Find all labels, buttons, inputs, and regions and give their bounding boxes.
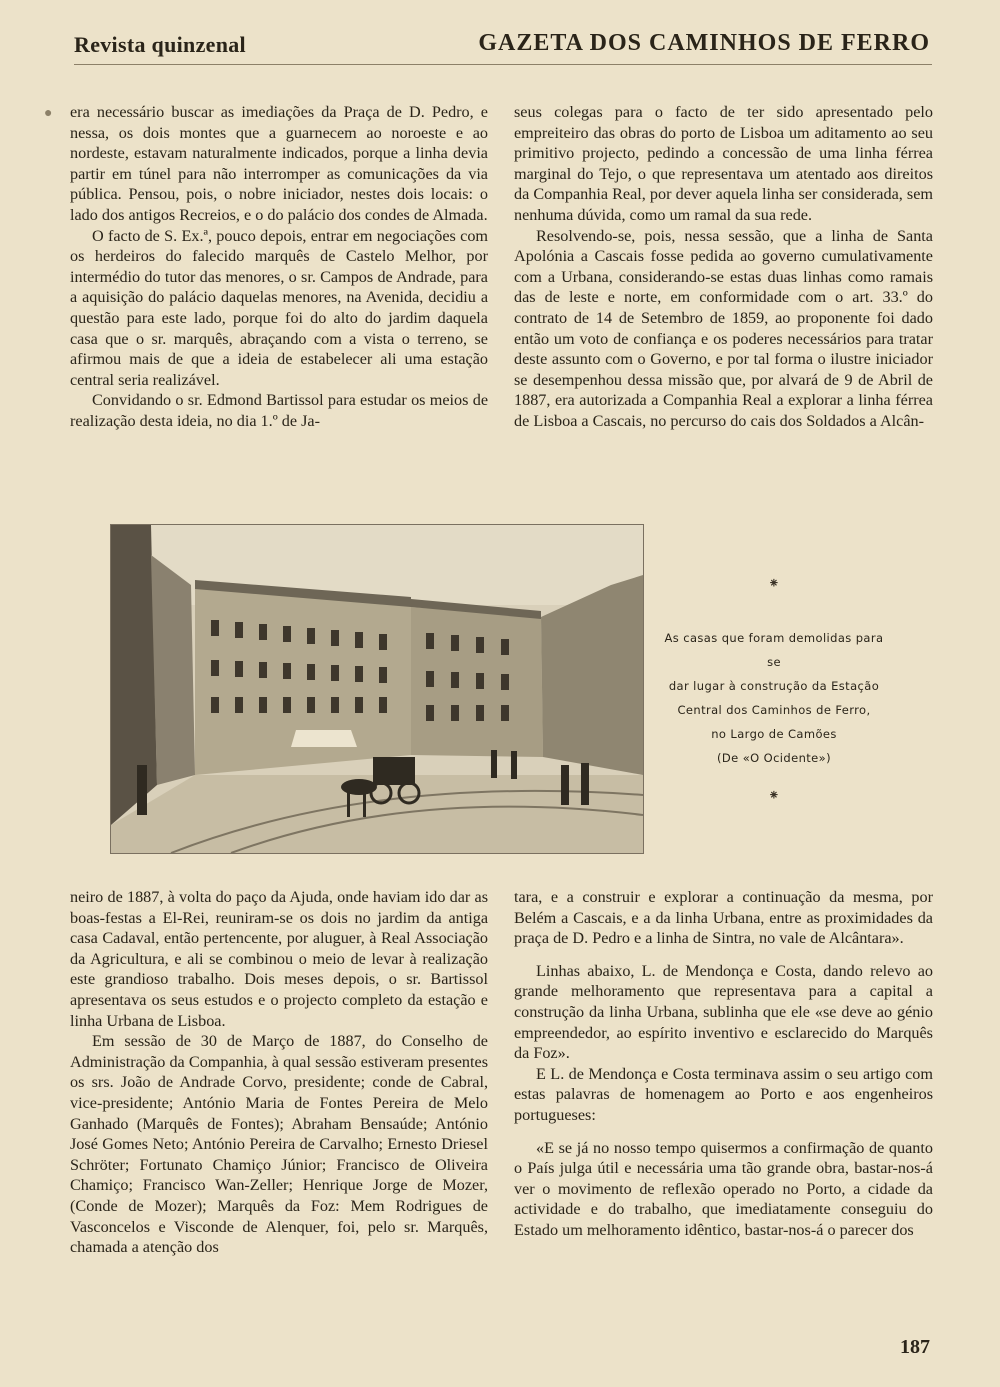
paragraph: E L. de Mendonça e Costa terminava assim o seu artigo com estas palavras de homenagem ao Porto e aos engenheiros portugueses:	[514, 1064, 933, 1124]
column-top-right	[514, 102, 933, 432]
caption-line: As casas que foram demolidas para se	[664, 631, 884, 669]
column-bottom-right	[514, 887, 933, 1241]
paragraph: neiro de 1887, à volta do paço da Ajuda, onde haviam ido dar as boas-festas a El-Rei, reuniram-se os dois no jardim da antiga casa Cadaval, então pertencente, por aluguer, à Real Associação da Agricultura, e ali se combinou o meio de levar à realização este grandioso trabalho. Dois meses depois, o sr. Bartissol apresentava os seus estudos e o projecto completo da estação e linha Urbana de Lisboa.	[70, 888, 488, 1030]
column-bottom-left	[70, 887, 488, 1258]
paragraph: era necessário buscar as imediações da Praça de D. Pedro, e nessa, os dois montes que a guarnecem ao noroeste e ao nordeste, estavam naturalmente indicados, porque a linha devia partir em túnel para não interromper as comunicações da via pública. Pensou, pois, o nobre iniciador, nestes dois locais: o lado dos antigos Recreios, e o do palácio dos condes de Almada.	[70, 103, 488, 224]
historic-street-photo	[110, 524, 644, 854]
paragraph: Convidando o sr. Edmond Bartissol para estudar os meios de realização desta ideia, no dia 1.º de Ja-	[70, 391, 488, 430]
header-rule	[74, 64, 932, 65]
paragraph: O facto de S. Ex.ª, pouco depois, entrar em negociações com os herdeiros do falecido marquês de Castelo Melhor, por intermédio do tutor das menores, o sr. Campos de Andrade, para a aquisição do palácio daquelas menores, na Avenida, decidiu a questão para este lado, porque foi do alto do jardim daquela casa que o sr. marquês, abraçando com a vista o terreno, se afirmou mais de que a ideia de estabelecer ali uma estação central seria realizável.	[70, 226, 488, 389]
margin-dot: ●	[44, 106, 53, 121]
column-top-left	[70, 102, 488, 432]
caption-line: no Largo de Camões	[711, 727, 837, 741]
running-header-left: Revista quinzenal	[74, 32, 246, 57]
ornament-top: ⁕	[768, 576, 780, 592]
page-number: 187	[900, 1336, 930, 1358]
photo-caption	[656, 626, 892, 770]
paragraph: Em sessão de 30 de Março de 1887, do Conselho de Administração da Companhia, à qual sessão estiveram presentes os srs. João de Andrade Corvo, presidente; conde de Cabral, vice-presidente; António Maria de Fontes Pereira de Melo Ganhado (Marquês de Fontes); Abraham Bensaúde; António José Gomes Neto; António Pereira de Carvalho; Ernesto Driesel Schröter; Fortunato Chamiço Júnior; Francisco de Oliveira Chamiço; Francisco Wan-Zeller; Henrique Jorge de Mozer, (Conde de Mozer); Marquês da Foz: Mem Rodrigues de Vasconcelos e Visconde de Alenquer, foi, pelo sr. Marquês, chamada a atenção dos	[70, 1032, 488, 1257]
paragraph: seus colegas para o facto de ter sido apresentado pelo empreiteiro das obras do porto de Lisboa um aditamento ao seu primitivo projecto, pedindo a concessão de uma linha férrea marginal do Tejo, o que representava um atentado aos direitos da Companhia Real, por dever aquela linha ser considerada, sem nenhuma dúvida, como um ramal da sua rede.	[514, 103, 933, 224]
ornament-bottom: ⁕	[768, 788, 780, 804]
caption-line: Central dos Caminhos de Ferro,	[677, 703, 871, 717]
caption-line: (De «O Ocidente»)	[717, 751, 831, 765]
paragraph: «E se já no nosso tempo quisermos a confirmação de quanto o País julga útil e necessária uma tão grande obra, bastar-nos-á ver o movimento de reflexão operado no Porto, a cidade da actividade e do trabalho, que imediatamente conseguiu do Estado um melhoramento idêntico, bastar-nos-á o parecer dos	[514, 1138, 933, 1239]
running-header-right: GAZETA DOS CAMINHOS DE FERRO	[478, 30, 930, 56]
paragraph: Resolvendo-se, pois, nessa sessão, que a linha de Santa Apolónia a Cascais fosse pedida ao governo cumulativamente com a Urbana, considerando-se estas duas linhas como ramais das de leste e norte, em conformidade com o art. 33.º do contrato de 14 de Setembro de 1859, ao proponente foi dado então um voto de confiança e os poderes necessários para tratar deste assunto com o Governo, e por tal forma o ilustre iniciador se desempenhou dessa missão que, por alvará de 9 de Abril de 1887, era autorizada a Companhia Real a explorar a linha férrea de Lisboa a Cascais, no percurso do cais dos Soldados a Alcân-	[514, 226, 933, 430]
caption-line: dar lugar à construção da Estação	[668, 679, 880, 693]
paragraph: tara, e a construir e explorar a continuação da mesma, por Belém a Cascais, e a da linha Urbana, entre as proximidades da praça de D. Pedro e a linha de Sintra, no vale de Alcântara».	[514, 888, 933, 948]
paragraph: Linhas abaixo, L. de Mendonça e Costa, dando relevo ao grande melhoramento que representava para a capital a construção da linha Urbana, sublinha que ele «se deve ao génio empreendedor, ao espírito inventivo e esclarecido do Marquês da Foz».	[514, 961, 933, 1063]
